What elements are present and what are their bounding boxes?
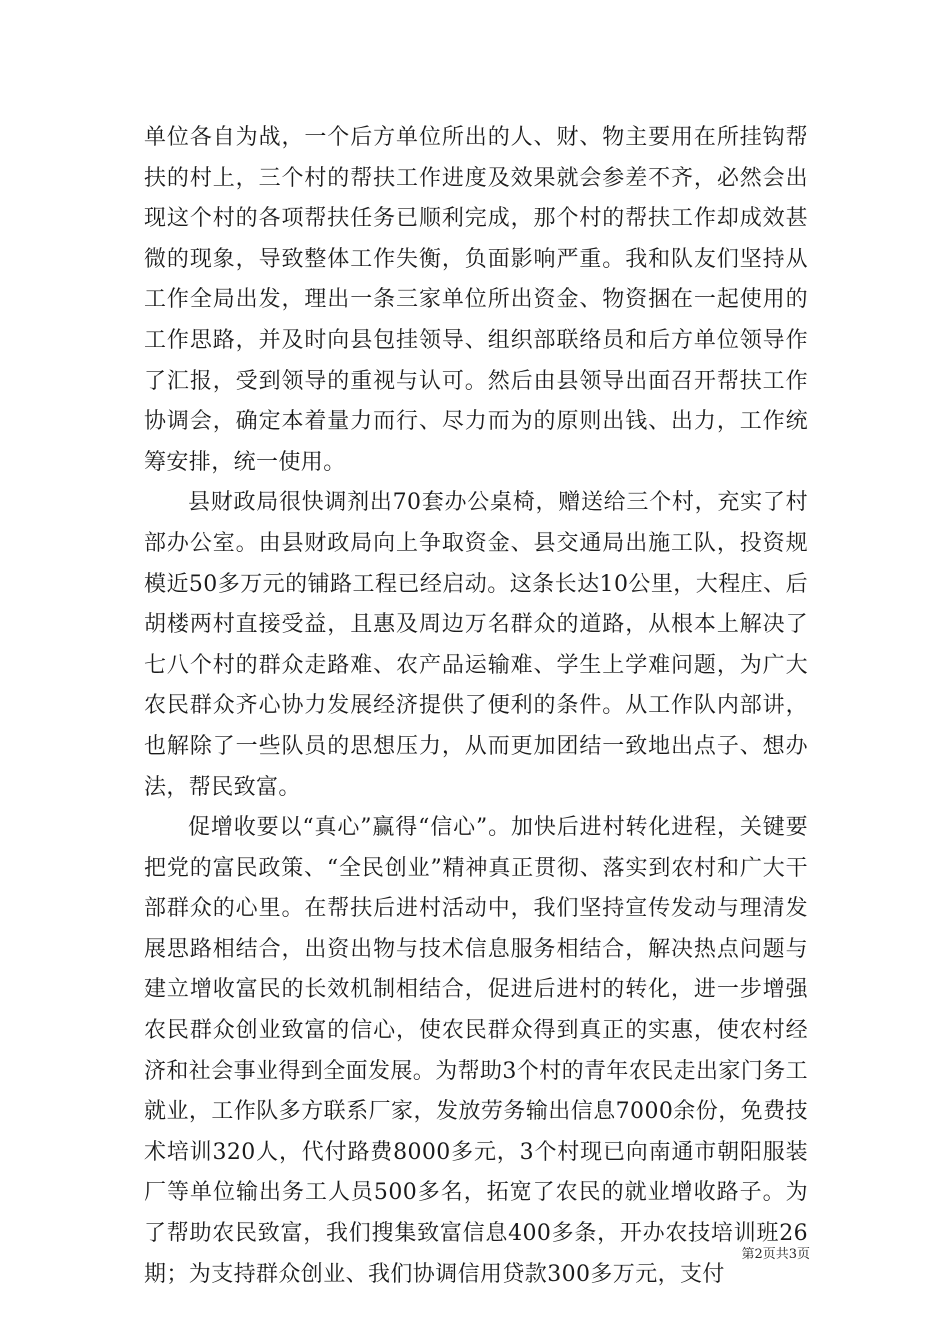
paragraph-1: 单位各自为战，一个后方单位所出的人、财、物主要用在所挂钩帮扶的村上，三个村的帮扶工作进度及效果就会参差不齐，必然会出现这个村的各项帮扶任务已顺利完成，那个村的帮扶工作却成效甚微的现象，导致整体工作失衡，负面影响严重。我和队友们坚持从工作全局出发，理出一条三家单位所出资金、物资捆在一起使用的工作思路，并及时向县包挂领导、组织部联络员和后方单位领导作了汇报，受到领导的重视与认可。然后由县领导出面召开帮扶工作协调会，确定本着量力而行、尽力而为的原则出钱、出力，工作统筹安排，统一使用。 — [144, 125, 808, 475]
document-body — [144, 118, 808, 1295]
paragraph-2: 县财政局很快调剂出70套办公桌椅，赠送给三个村，充实了村部办公室。由县财政局向上争取资金、县交通局出施工队，投资规模近50多万元的铺路工程已经启动。这条长达10公里，大程庄、后胡楼两村直接受益，且惠及周边万名群众的道路，从根本上解决了七八个村的群众走路难、农产品运输难、学生上学难问题，为广大农民群众齐心协力发展经济提供了便利的条件。从工作队内部讲，也解除了一些队员的思想压力，从而更加团结一致地出点子、想办法，帮民致富。 — [144, 490, 808, 800]
page-number: 第2页共3页 — [741, 1247, 810, 1262]
paragraph-3: 促增收要以“真心”赢得“信心”。加快后进村转化进程，关键要把党的富民政策、“全民创业”精神真正贯彻、落实到农村和广大干部群众的心里。在帮扶后进村活动中，我们坚持宣传发动与理清发展思路相结合，出资出物与技术信息服务相结合，解决热点问题与建立增收富民的长效机制相结合，促进后进村的转化，进一步增强农民群众创业致富的信心，使农民群众得到真正的实惠，使农村经济和社会事业得到全面发展。为帮助3个村的青年农民走出家门务工就业，工作队多方联系厂家，发放劳务输出信息7000余份，免费技术培训320人，代付路费8000多元，3个村现已向南通市朝阳服装厂等单位输出务工人员500多名，拓宽了农民的就业增收路子。为了帮助农民致富，我们搜集致富信息400多条，开办农技培训班26期；为支持群众创业、我们协调信用贷款300多万元，支付 — [144, 815, 808, 1287]
